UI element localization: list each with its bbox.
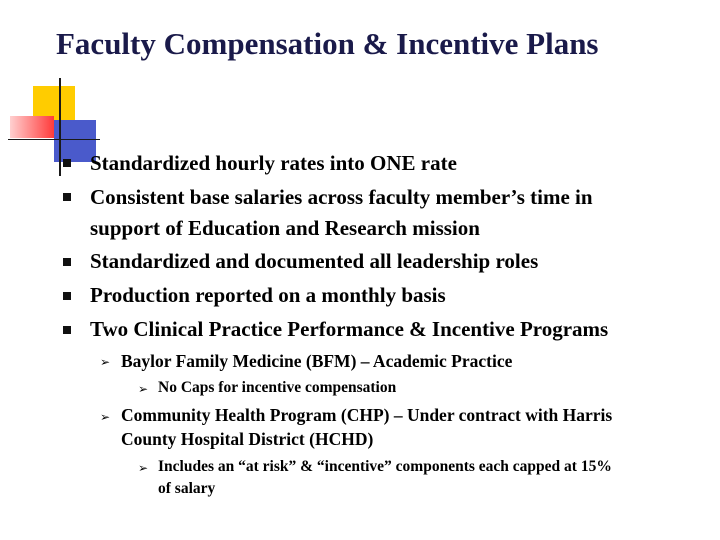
bullet-item-continuation: support of Education and Research mission bbox=[90, 216, 480, 240]
slide-title: Faculty Compensation & Incentive Plans bbox=[56, 26, 599, 61]
square-bullet-icon bbox=[63, 292, 71, 300]
square-bullet-icon bbox=[63, 159, 71, 167]
bullet-item: Standardized hourly rates into ONE rate bbox=[90, 151, 457, 175]
sub-bullet-item-continuation: County Hospital District (HCHD) bbox=[121, 429, 374, 449]
bullet-item: Consistent base salaries across faculty member’s time in bbox=[90, 185, 593, 209]
decorative-red-bar bbox=[10, 116, 54, 138]
sub-sub-bullet-item-continuation: of salary bbox=[158, 480, 216, 497]
bullet-item: Two Clinical Practice Performance & Incentive Programs bbox=[90, 317, 609, 341]
sub-bullet-item: Community Health Program (CHP) – Under contract with Harris bbox=[121, 405, 613, 425]
arrow-bullet-icon: ➢ bbox=[138, 382, 149, 396]
arrow-bullet-icon: ➢ bbox=[100, 355, 111, 369]
square-bullet-icon bbox=[63, 258, 71, 266]
square-bullet-icon bbox=[63, 326, 71, 334]
decorative-horizontal-line bbox=[8, 139, 100, 140]
sub-sub-bullet-item: Includes an “at risk” & “incentive” components each capped at 15% bbox=[158, 458, 612, 475]
bullet-item: Standardized and documented all leadership roles bbox=[90, 249, 539, 273]
square-bullet-icon bbox=[63, 193, 71, 201]
bullet-item: Production reported on a monthly basis bbox=[90, 283, 446, 307]
arrow-bullet-icon: ➢ bbox=[100, 410, 111, 424]
sub-sub-bullet-item: No Caps for incentive compensation bbox=[158, 379, 397, 396]
sub-bullet-item: Baylor Family Medicine (BFM) – Academic Practice bbox=[121, 351, 513, 371]
arrow-bullet-icon: ➢ bbox=[138, 461, 149, 475]
decorative-vertical-line bbox=[59, 78, 61, 176]
